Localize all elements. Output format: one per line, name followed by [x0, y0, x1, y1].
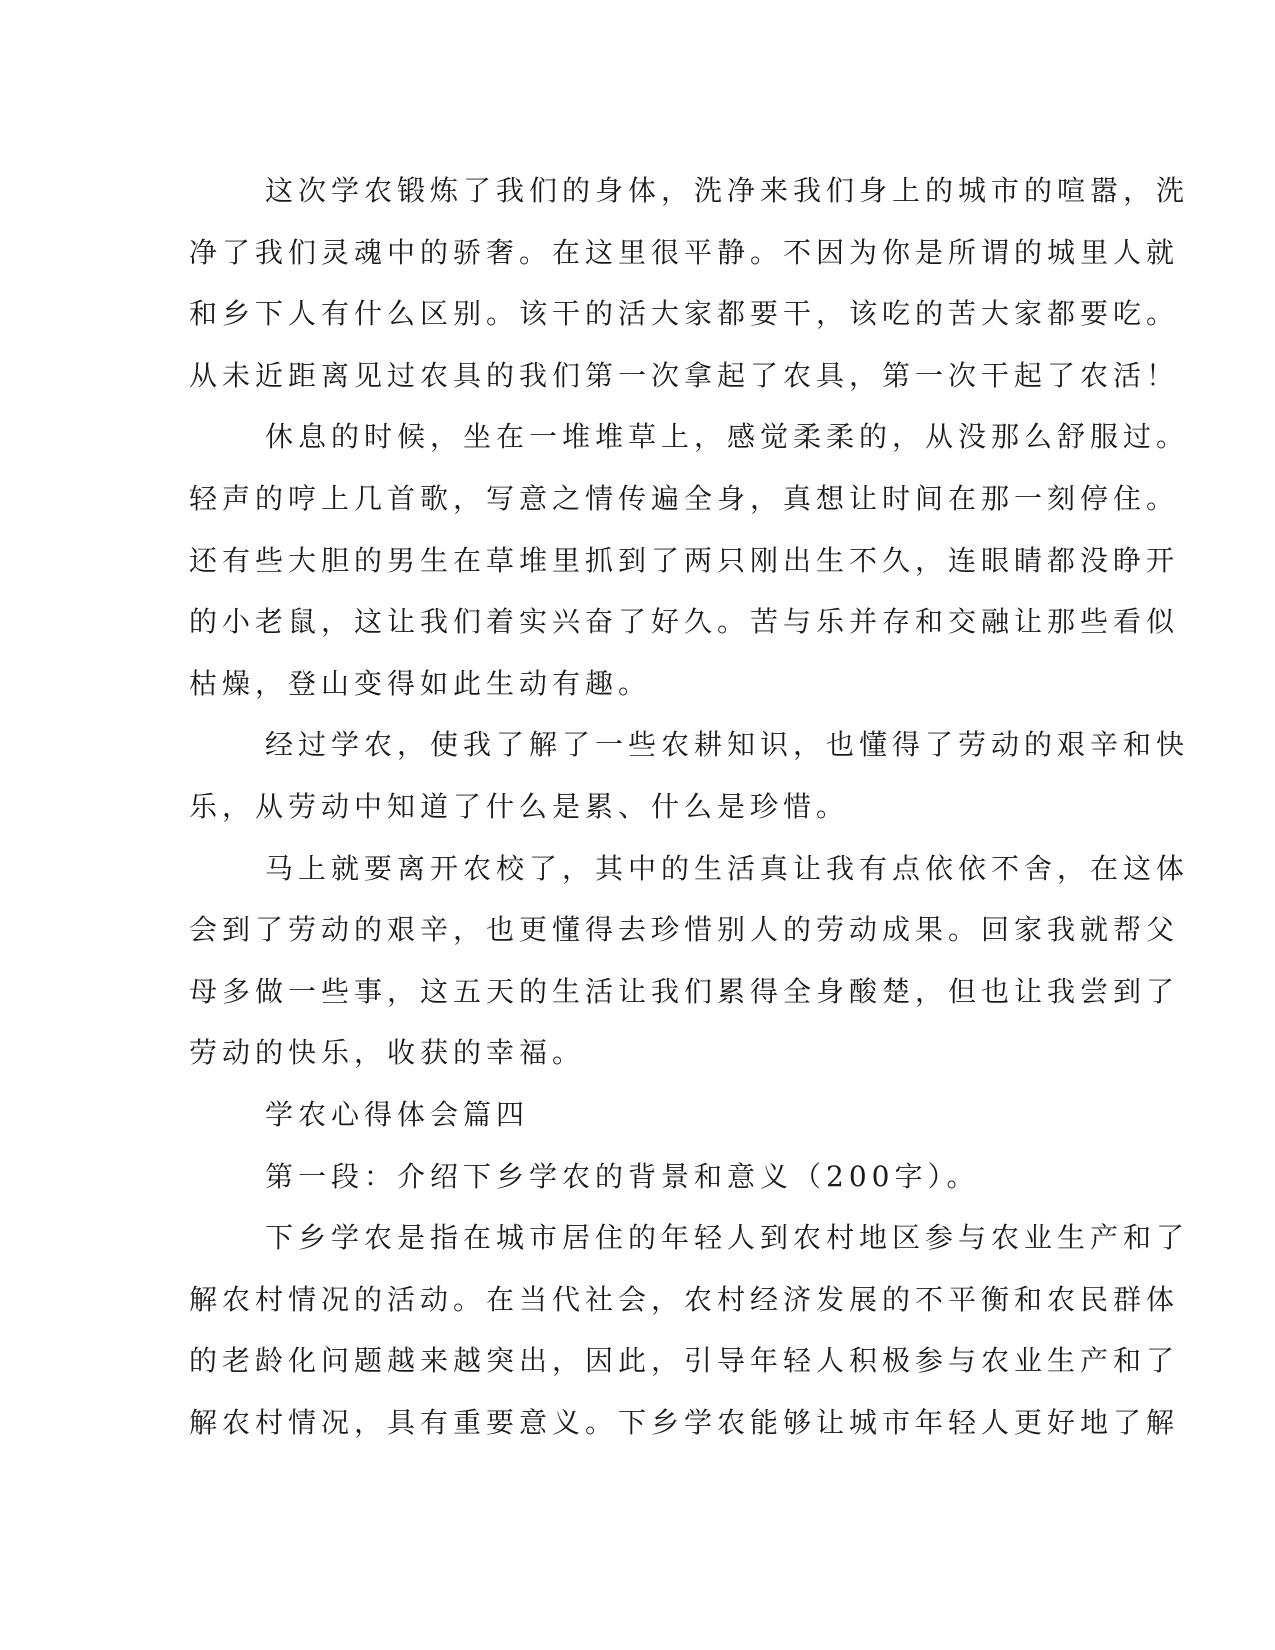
section-heading: 学农心得体会篇四: [265, 1097, 530, 1131]
text-line: 从未近距离见过农具的我们第一次拿起了农具，第一次干起了农活！: [189, 358, 1180, 392]
text-line: 解农村情况，具有重要意义。下乡学农能够让城市年轻人更好地了解: [189, 1405, 1180, 1439]
text-line: 母多做一些事，这五天的生活让我们累得全身酸楚，但也让我尝到了: [189, 974, 1180, 1008]
text-line: 会到了劳动的艰辛，也更懂得去珍惜别人的劳动成果。回家我就帮父: [189, 913, 1180, 947]
text-line: 还有些大胆的男生在草堆里抓到了两只刚出生不久，连眼睛都没睁开: [189, 543, 1180, 577]
text-line: 净了我们灵魂中的骄奢。在这里很平静。不因为你是所谓的城里人就: [189, 235, 1180, 269]
text-line: 休息的时候，坐在一堆堆草上，感觉柔柔的，从没那么舒服过。: [265, 420, 1190, 454]
text-line: 下乡学农是指在城市居住的年轻人到农村地区参与农业生产和了: [265, 1221, 1190, 1255]
text-line: 这次学农锻炼了我们的身体，洗净来我们身上的城市的喧嚣，洗: [265, 174, 1190, 207]
document-body: [189, 160, 1190, 1453]
text-line: 的小老鼠，这让我们着实兴奋了好久。苦与乐并存和交融让那些看似: [189, 605, 1180, 639]
text-line: 解农村情况的活动。在当代社会，农村经济发展的不平衡和农民群体: [189, 1282, 1180, 1316]
text-line: 劳动的快乐，收获的幸福。: [189, 1036, 586, 1070]
text-line: 和乡下人有什么区别。该干的活大家都要干，该吃的苦大家都要吃。: [189, 297, 1180, 331]
subsection-heading: 第一段：介绍下乡学农的背景和意义（200字）。: [265, 1159, 980, 1193]
text-line: 马上就要离开农校了，其中的生活真让我有点依依不舍，在这体: [265, 851, 1190, 885]
text-line: 轻声的哼上几首歌，写意之情传遍全身，真想让时间在那一刻停住。: [189, 481, 1180, 515]
text-line: 枯燥，登山变得如此生动有趣。: [189, 666, 652, 700]
text-line: 的老龄化问题越来越突出，因此，引导年轻人积极参与农业生产和了: [189, 1344, 1180, 1378]
text-line: 乐，从劳动中知道了什么是累、什么是珍惜。: [189, 789, 850, 823]
text-line: 经过学农，使我了解了一些农耕知识，也懂得了劳动的艰辛和快: [265, 728, 1190, 762]
